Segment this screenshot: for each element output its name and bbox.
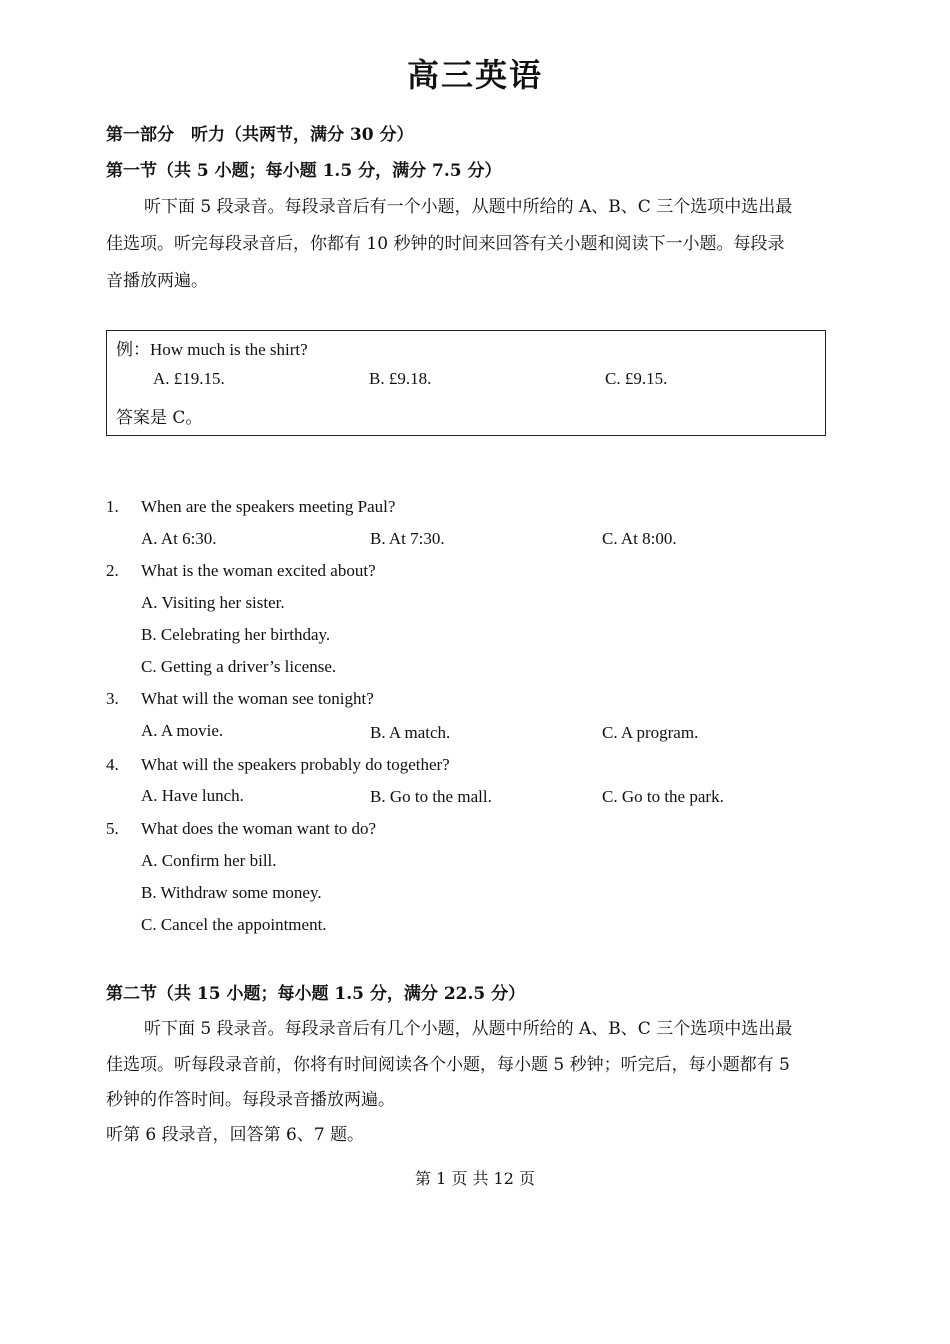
section1-instruction-line: 听下面 5 段录音。每段录音后有一个小题，从题中所给的 A、B、C 三个选项中选出最 — [144, 197, 793, 217]
example-question: 例：How much is the shirt? — [116, 340, 308, 359]
question-number: 2. — [106, 561, 119, 580]
question-option: C. Getting a driver’s license. — [141, 657, 337, 676]
section1-instruction-line: 音播放两遍。 — [106, 271, 208, 291]
question-number: 3. — [106, 689, 119, 708]
question-option: A. Confirm her bill. — [141, 851, 277, 870]
example-option: A. £19.15. — [153, 369, 225, 388]
question-number: 4. — [106, 755, 119, 774]
question-number: 1. — [106, 497, 119, 516]
question-option: C. At 8:00. — [602, 529, 677, 548]
question-option: B. Withdraw some money. — [141, 883, 322, 902]
section2-instruction-line: 秒钟的作答时间。每段录音播放两遍。 — [106, 1090, 395, 1110]
question-option: B. Celebrating her birthday. — [141, 625, 331, 644]
question-option: A. At 6:30. — [141, 529, 217, 548]
question-option: C. A program. — [602, 723, 699, 742]
section2-heading: 第二节（共 15 小题；每小题 1.5 分，满分 22.5 分） — [106, 984, 526, 1004]
question-text: When are the speakers meeting Paul? — [141, 497, 396, 516]
question-text: What is the woman excited about? — [141, 561, 376, 580]
example-option: C. £9.15. — [605, 369, 668, 388]
example-answer: 答案是 C。 — [116, 408, 203, 428]
page-title: 高三英语 — [406, 56, 543, 94]
section1-instruction-line: 佳选项。听完每段录音后，你都有 10 秒钟的时间来回答有关小题和阅读下一小题。每段录 — [106, 234, 785, 254]
question-number: 5. — [106, 819, 119, 838]
part1-heading: 第一部分 听力（共两节，满分 30 分） — [106, 125, 414, 145]
question-option: C. Go to the park. — [602, 787, 724, 806]
question-text: What does the woman want to do? — [141, 819, 377, 838]
question-option: A. Have lunch. — [141, 786, 244, 805]
example-option: B. £9.18. — [369, 369, 432, 388]
question-option: A. Visiting her sister. — [141, 593, 285, 612]
page-footer: 第 1 页 共 12 页 — [415, 1169, 535, 1188]
question-option: C. Cancel the appointment. — [141, 915, 327, 934]
question-option: B. Go to the mall. — [370, 787, 492, 806]
section2-prompt: 听第 6 段录音，回答第 6、7 题。 — [106, 1125, 365, 1145]
section2-instruction-line: 佳选项。听每段录音前，你将有时间阅读各个小题，每小题 5 秒钟；听完后，每小题都有 5 — [106, 1055, 790, 1075]
question-option: B. At 7:30. — [370, 529, 445, 548]
section2-instruction-line: 听下面 5 段录音。每段录音后有几个小题，从题中所给的 A、B、C 三个选项中选出最 — [144, 1019, 793, 1039]
question-text: What will the woman see tonight? — [141, 689, 374, 708]
question-option: B. A match. — [370, 723, 451, 742]
section1-heading: 第一节（共 5 小题；每小题 1.5 分，满分 7.5 分） — [106, 161, 502, 181]
question-option: A. A movie. — [141, 721, 224, 740]
question-text: What will the speakers probably do together? — [141, 755, 450, 774]
